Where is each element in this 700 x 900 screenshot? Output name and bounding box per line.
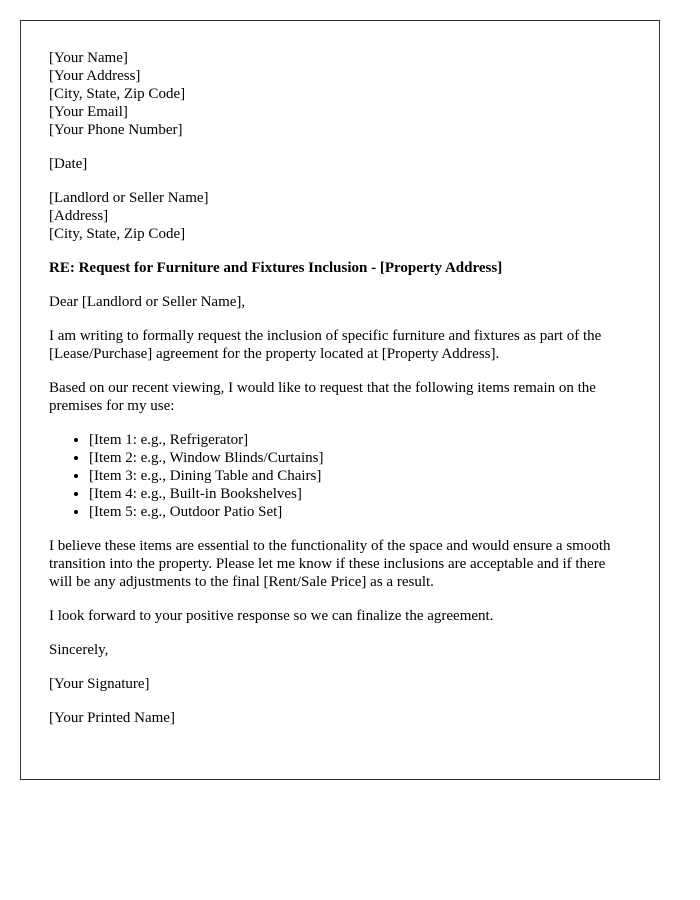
body-paragraph-2: Based on our recent viewing, I would like to request that the following items remain on the premises for my use: <box>49 380 596 414</box>
sender-name: [Your Name] <box>49 50 128 66</box>
list-item: • [Item 2: e.g., Window Blinds/Curtains] <box>89 449 631 467</box>
printed-name: [Your Printed Name] <box>49 710 175 726</box>
body-paragraph-1: I am writing to formally request the inclusion of specific furniture and fixtures as part of the [Lease/Purchase] agreement for the property located at [Property Address]. <box>49 328 602 362</box>
recipient-block <box>49 189 631 243</box>
sender-email: [Your Email] <box>49 104 128 120</box>
list-item: • [Item 5: e.g., Outdoor Patio Set] <box>89 503 631 521</box>
recipient-name: [Landlord or Seller Name] <box>49 190 209 206</box>
letter-date: [Date] <box>49 156 88 172</box>
recipient-address: [Address] <box>49 208 109 224</box>
body-paragraph-4: I look forward to your positive response so we can finalize the agreement. <box>49 608 494 624</box>
letter-document <box>20 20 660 780</box>
body-paragraph-3: I believe these items are essential to the functionality of the space and would ensure a smooth transition into the property. Please let me know if these inclusions are acceptable and if there will be any adjustments to the final [Rent/Sale Price] as a result. <box>49 538 611 590</box>
salutation: Dear [Landlord or Seller Name], <box>49 294 246 310</box>
sender-block <box>49 49 631 139</box>
list-item: • [Item 1: e.g., Refrigerator] <box>89 431 631 449</box>
sender-address: [Your Address] <box>49 68 141 84</box>
subject-line: RE: Request for Furniture and Fixtures Inclusion - [Property Address] <box>49 260 503 276</box>
requested-items-list <box>49 431 631 521</box>
date-block <box>49 155 631 173</box>
sender-phone: [Your Phone Number] <box>49 122 183 138</box>
list-item: • [Item 3: e.g., Dining Table and Chairs] <box>89 467 631 485</box>
list-item: • [Item 4: e.g., Built-in Bookshelves] <box>89 485 631 503</box>
signature-placeholder: [Your Signature] <box>49 676 150 692</box>
sender-city-state-zip: [City, State, Zip Code] <box>49 86 186 102</box>
recipient-city-state-zip: [City, State, Zip Code] <box>49 226 186 242</box>
sign-off: Sincerely, <box>49 642 109 658</box>
